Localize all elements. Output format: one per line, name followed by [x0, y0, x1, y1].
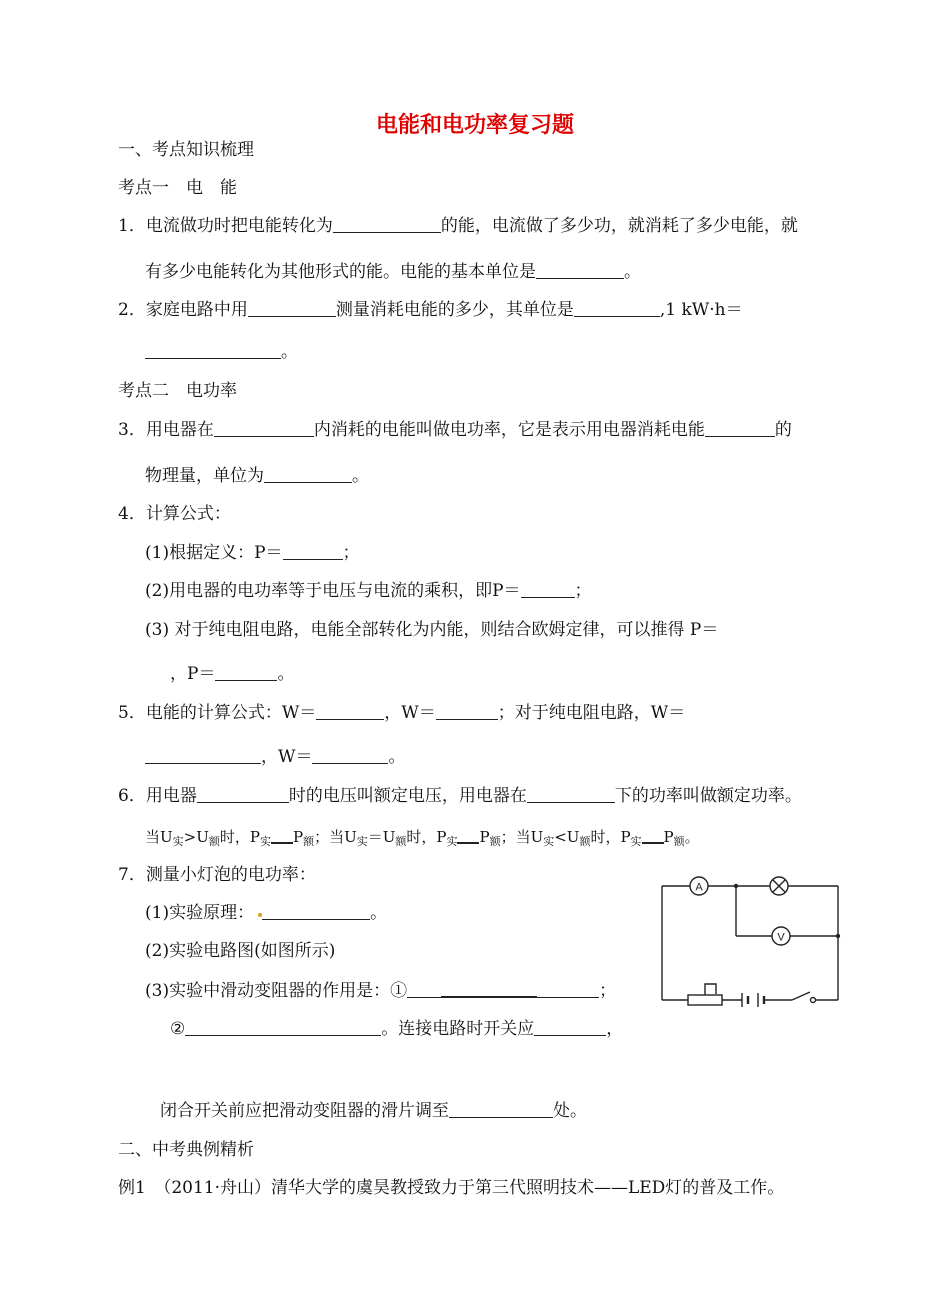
- q2-blank-2[interactable]: [574, 300, 660, 317]
- switch-icon: [792, 992, 810, 1000]
- question-1-line-1: [118, 216, 798, 236]
- q7-4-text-b: 。连接电路时开关应: [381, 1019, 535, 1039]
- ammeter-label: A: [695, 881, 703, 894]
- question-3-line-1: [118, 420, 792, 440]
- question-1-line-2: [145, 262, 641, 282]
- q5-text-d: ，W＝: [261, 747, 313, 767]
- q6-p-label: 时，P: [219, 828, 260, 846]
- q6-sub: 实: [259, 835, 271, 848]
- q6-sub: 实: [172, 835, 184, 848]
- q3-text-e: 。: [352, 466, 369, 486]
- q7-5-blank[interactable]: [449, 1101, 553, 1118]
- q2-blank-1[interactable]: [248, 300, 336, 317]
- question-4: 4．计算公式：: [118, 504, 231, 524]
- q6-p-label: 时，P: [590, 828, 631, 846]
- q7-4-text-c: ，: [606, 1019, 624, 1039]
- q7-3-blank-c[interactable]: [537, 981, 599, 998]
- q4-2-text-b: ；: [574, 581, 592, 601]
- q6-text-b: 时的电压叫额定电压，用电器在: [288, 786, 527, 806]
- q1-blank-2[interactable]: [536, 262, 624, 279]
- q6-u-label: ；当U: [500, 828, 544, 846]
- q3-blank-1[interactable]: [214, 420, 314, 437]
- q3-blank-3[interactable]: [264, 466, 352, 483]
- question-4-part-3-line-2: [170, 664, 294, 684]
- q6-sub: 实: [630, 835, 642, 848]
- question-2-line-1: [118, 300, 743, 320]
- q6-p-label: P: [663, 828, 674, 846]
- q6-sub: 实: [446, 835, 458, 848]
- q6-sub: 额: [489, 835, 501, 848]
- q4-3-text-c: 。: [277, 664, 295, 684]
- question-7: 7．测量小灯泡的电功率：: [118, 865, 316, 885]
- q7-4-blank-2[interactable]: [534, 1019, 606, 1036]
- q5-text-e: 。: [388, 747, 406, 767]
- q6-sub: 额: [208, 835, 220, 848]
- question-2-line-2: [145, 342, 298, 362]
- q7-3-blank-a[interactable]: [407, 981, 441, 998]
- q6-sub: 实: [543, 835, 555, 848]
- q4-1-text-b: ；: [342, 543, 360, 563]
- q2-text-d: 。: [281, 342, 298, 362]
- q6-u-label: ；当U: [314, 828, 357, 846]
- question-5-line-1: [118, 703, 685, 723]
- q6-compare: <U: [554, 828, 580, 846]
- q6-compare: ＝U: [367, 828, 396, 846]
- q6-blank-1[interactable]: [197, 786, 289, 803]
- section-heading-2: 二、中考典例精析: [118, 1140, 254, 1160]
- question-7-part-5: [160, 1101, 587, 1121]
- q7-1-text-a: (1)实验原理：: [145, 903, 255, 923]
- q6-text-a: 6．用电器: [118, 786, 197, 806]
- section-heading-1: 一、考点知识梳理: [118, 140, 254, 160]
- question-6-line-1: [118, 786, 802, 806]
- q6-sub: 额: [579, 835, 591, 848]
- q1-text-d: 。: [624, 262, 641, 282]
- q6-blank-2[interactable]: [527, 786, 615, 803]
- q6-blank-4[interactable]: [457, 826, 479, 844]
- circuit-diagram: [660, 872, 850, 1012]
- q6-blank-5[interactable]: [642, 826, 664, 844]
- q6-text-c: 下的功率叫做额定功率。: [614, 786, 802, 806]
- q5-text-a: 5．电能的计算公式：W＝: [118, 703, 317, 723]
- example-1: 例1 （2011·舟山）清华大学的虞昊教授致力于第三代照明技术——LED灯的普及工作。: [118, 1178, 785, 1198]
- question-7-part-3: [145, 980, 616, 1001]
- q3-text-d: 物理量，单位为: [145, 466, 264, 486]
- q6-blank-3[interactable]: [271, 826, 293, 844]
- q6-end: 。: [684, 828, 700, 846]
- question-7-part-1: [145, 903, 387, 923]
- q6-sub: 额: [673, 835, 685, 848]
- q6-sub: 额: [395, 835, 407, 848]
- q6-compare: >U: [183, 828, 209, 846]
- q4-3-blank[interactable]: [215, 664, 277, 681]
- q6-p-label: 时，P: [406, 828, 447, 846]
- voltmeter-label: V: [777, 931, 785, 944]
- q7-5-text-b: 处。: [553, 1101, 587, 1121]
- q6-sub: 额: [303, 835, 315, 848]
- q7-4-text-a: ②: [170, 1019, 186, 1039]
- q4-1-text-a: (1)根据定义：P＝: [145, 543, 283, 563]
- q7-1-blank[interactable]: [262, 903, 370, 920]
- q6-u-label: 当U: [145, 828, 173, 846]
- q7-4-blank-1[interactable]: [185, 1019, 381, 1036]
- rheostat-icon: [688, 995, 722, 1005]
- q5-blank-2[interactable]: [436, 703, 498, 720]
- q7-3-text-b: ；: [599, 981, 617, 1001]
- q1-text-a: 1．电流做功时把电能转化为: [118, 216, 333, 236]
- junction-dot: [836, 934, 840, 938]
- q4-3-text-b: ，P＝: [170, 664, 216, 684]
- q6-p-label: P: [479, 828, 490, 846]
- q7-3-text-a: (3)实验中滑动变阻器的作用是：①: [145, 981, 408, 1001]
- q3-text-b: 内消耗的电能叫做电功率，它是表示用电器消耗电能: [313, 420, 705, 440]
- question-5-line-2: [145, 747, 405, 767]
- q7-5-text-a: 闭合开关前应把滑动变阻器的滑片调至: [160, 1101, 449, 1121]
- q2-text-c: ,1 kW·h＝: [659, 300, 743, 320]
- q7-3-blank-b[interactable]: [441, 980, 537, 998]
- q3-text-c: 的: [774, 420, 792, 440]
- q5-blank-4[interactable]: [312, 747, 388, 764]
- q5-blank-1[interactable]: [316, 703, 384, 720]
- q4-2-text-a: (2)用电器的电功率等于电压与电流的乘积，即P＝: [145, 581, 521, 601]
- q3-text-a: 3．用电器在: [118, 420, 214, 440]
- switch-contact: [811, 998, 816, 1003]
- question-7-part-2: (2)实验电路图(如图所示): [145, 941, 336, 961]
- q5-text-c: ；对于纯电阻电路，W＝: [497, 703, 686, 723]
- point-heading-2: 考点二 电功率: [118, 381, 237, 401]
- q5-blank-3[interactable]: [145, 747, 261, 764]
- question-6-line-2: [145, 826, 700, 852]
- q2-text-a: 2．家庭电路中用: [118, 300, 248, 320]
- q1-blank-1[interactable]: [333, 216, 441, 233]
- q6-sub: 实: [356, 835, 368, 848]
- q4-2-blank[interactable]: [521, 581, 575, 598]
- q4-1-blank[interactable]: [283, 543, 343, 560]
- junction-dot: [734, 884, 738, 888]
- question-4-part-2: [145, 581, 592, 601]
- q3-blank-2[interactable]: [705, 420, 775, 437]
- q7-1-text-b: 。: [370, 903, 388, 923]
- q2-text-b: 测量消耗电能的多少，其单位是: [335, 300, 574, 320]
- question-3-line-2: [145, 466, 369, 486]
- question-4-part-3-line-1: (3) 对于纯电阻电路，电能全部转化为内能，则结合欧姆定律，可以推得 P＝: [145, 620, 719, 640]
- point-heading-1: 考点一 电 能: [118, 178, 237, 198]
- question-7-part-4: [170, 1019, 623, 1039]
- rheostat-slider: [705, 984, 716, 995]
- question-4-part-1: [145, 543, 360, 563]
- page-title: 电能和电功率复习题: [375, 113, 574, 138]
- q5-text-b: ，W＝: [384, 703, 436, 723]
- q2-blank-3[interactable]: [145, 342, 281, 359]
- q6-p-label: P: [292, 828, 304, 846]
- q1-text-b: 的能，电流做了多少功，就消耗了多少电能，就: [440, 216, 798, 236]
- q1-text-c: 有多少电能转化为其他形式的能。电能的基本单位是: [145, 262, 536, 282]
